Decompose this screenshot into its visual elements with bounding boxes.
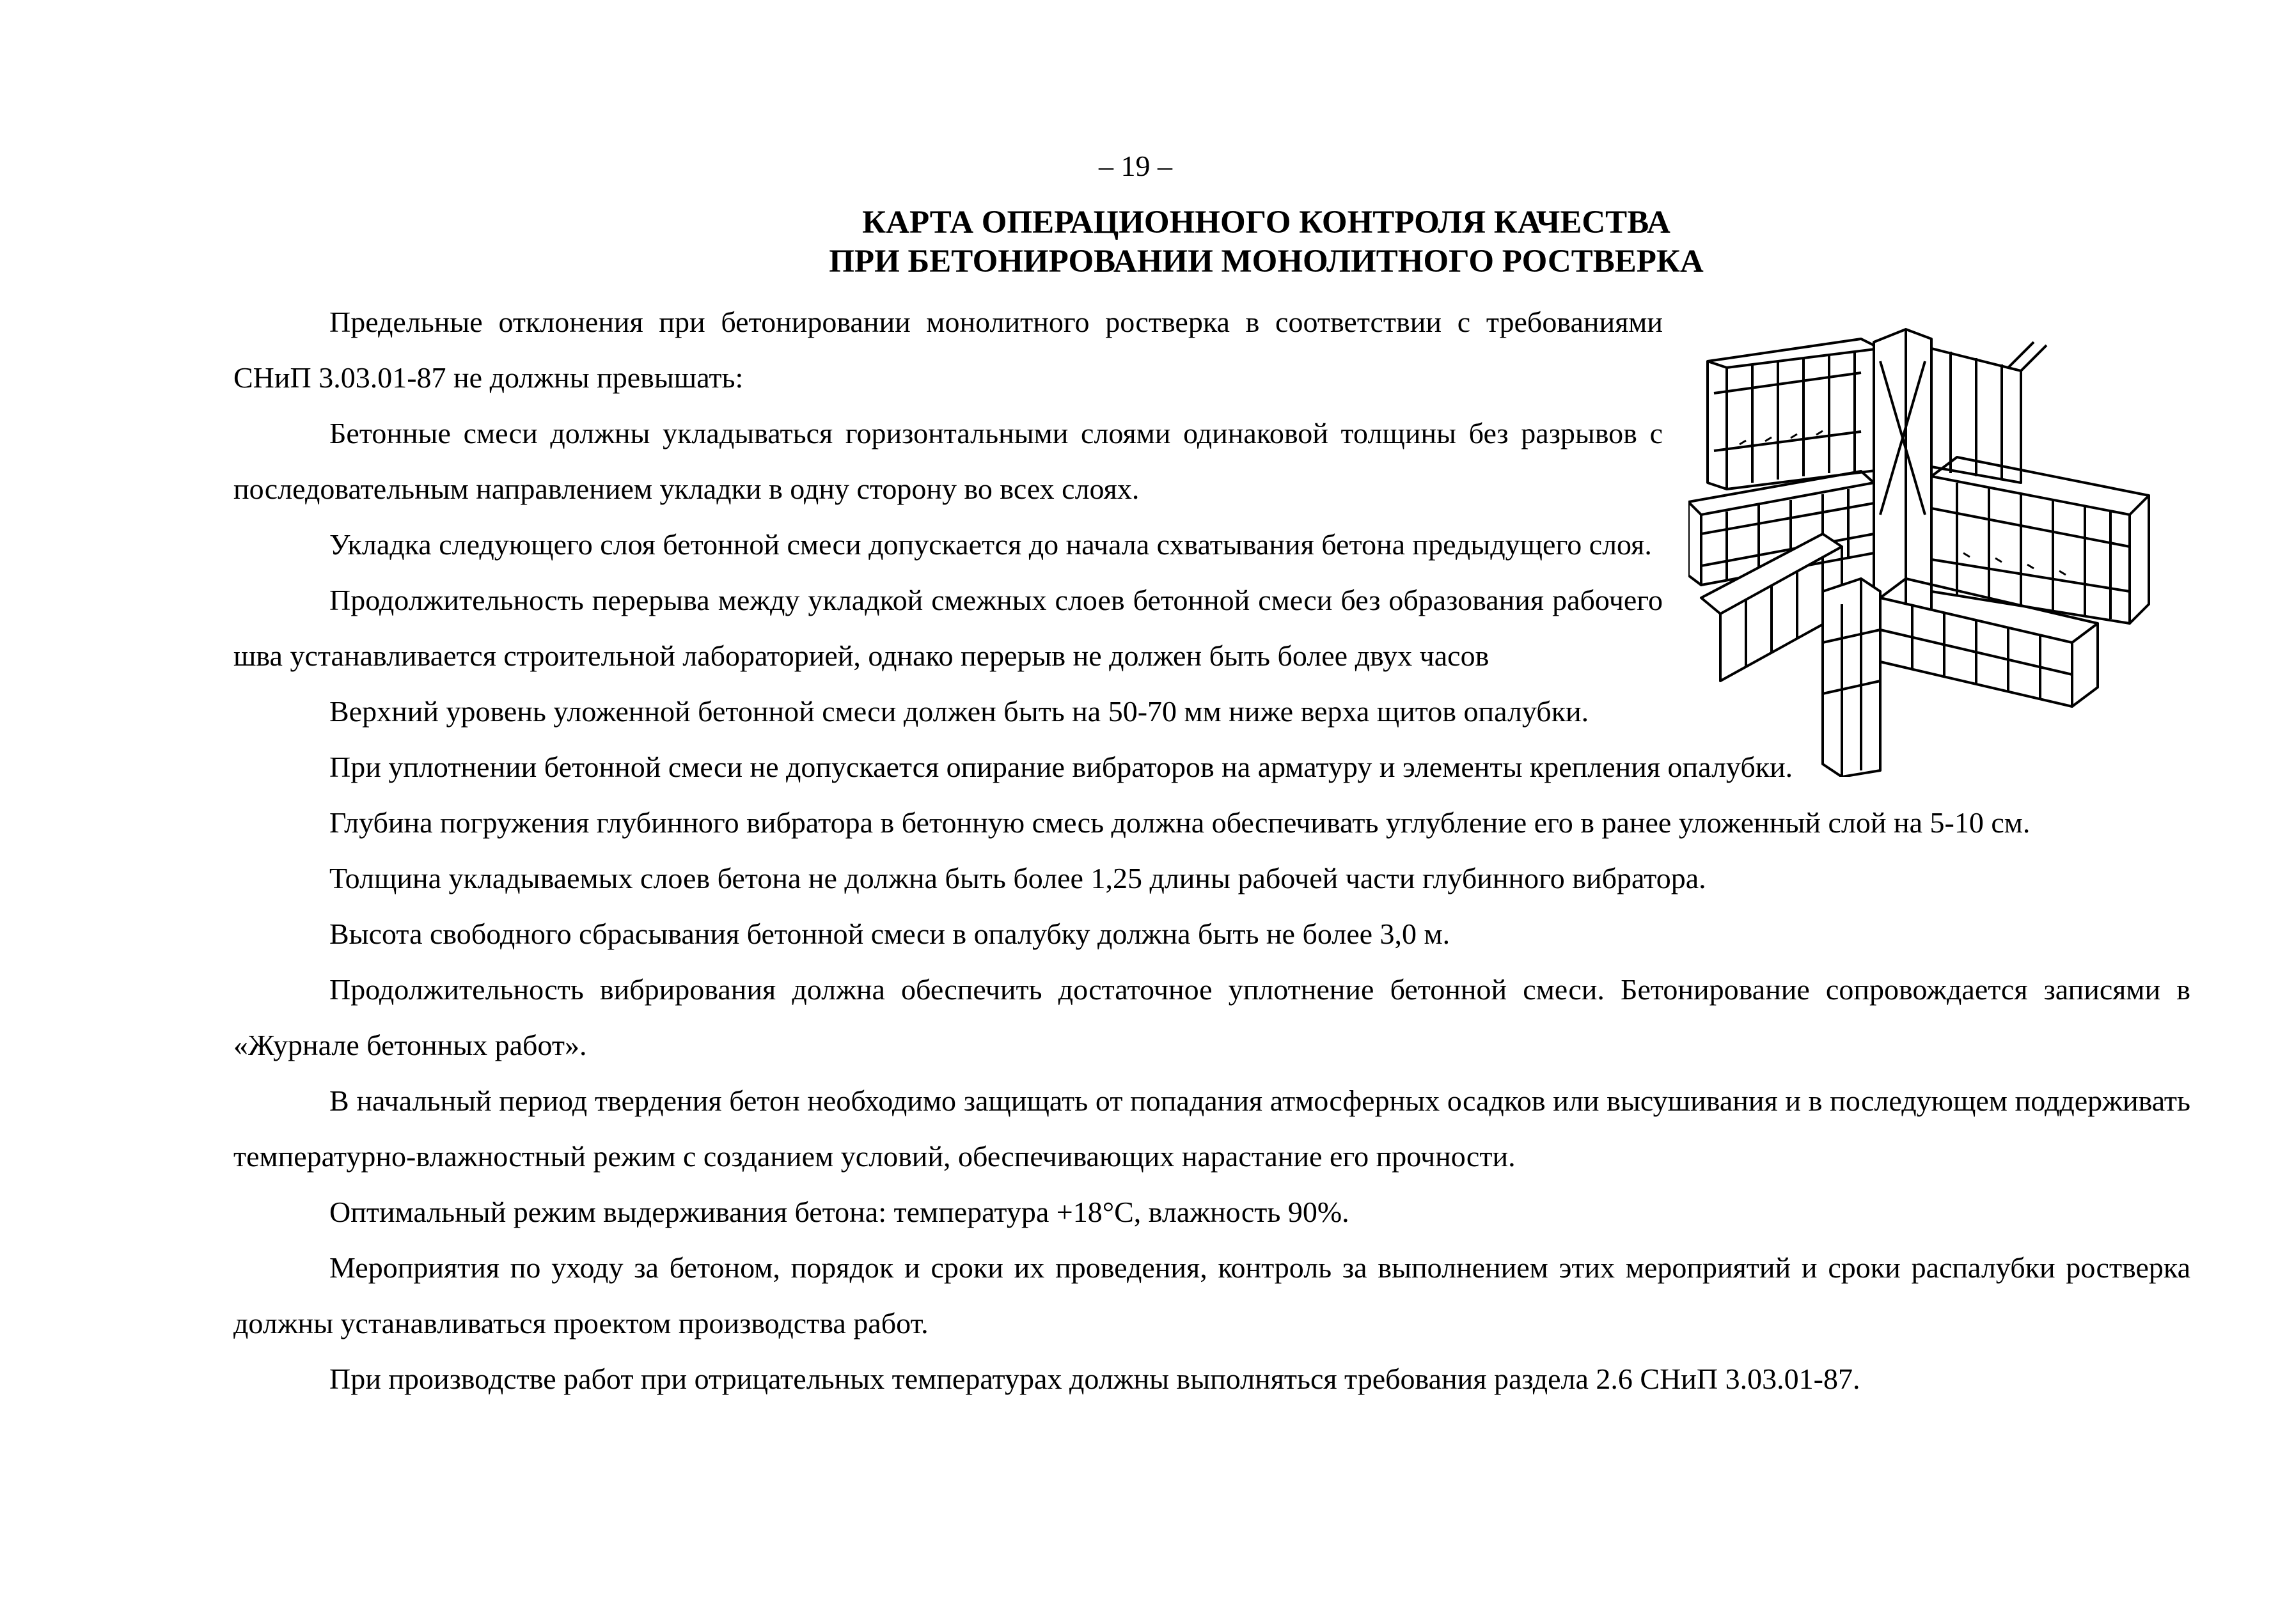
paragraph-14: При производстве работ при отрицательных температурах должны выполняться требования раздела 2.6 СНиП 3.03.01-87. [329, 1362, 1860, 1395]
paragraph-11: В начальный период твердения бетон необходимо защищать от попадания атмосферных осадков или высушивания и в последующем поддерживать температурно-влажностный режим с созданием условий, обеспечивающих нарастание его прочности. [233, 1084, 2190, 1173]
page-title [729, 203, 1803, 281]
paragraph-12: Оптимальный режим выдерживания бетона: температура +18°С, влажность 90%. [329, 1196, 1349, 1228]
paragraph-7: Глубина погружения глубинного вибратора в бетонную смесь должна обеспечивать углубление его в ранее уложенный слой на 5-10 см. [329, 806, 2031, 839]
title-line-1: КАРТА ОПЕРАЦИОННОГО КОНТРОЛЯ КАЧЕСТВА [862, 205, 1670, 240]
paragraph-13: Мероприятия по уходу за бетоном, порядок и сроки их проведения, контроль за выполнением этих мероприятий и сроки распалубки ростверка должны устанавливаться проектом производства работ. [233, 1251, 2190, 1339]
paragraph-9: Высота свободного сбрасывания бетонной смеси в опалубку должна быть не более 3,0 м. [329, 917, 1450, 950]
page-number: – 19 – [1099, 150, 1172, 182]
paragraph-6: При уплотнении бетонной смеси не допускается опирание вибраторов на арматуру и элементы крепления опалубки. [329, 751, 1793, 783]
paragraph-8: Толщина укладываемых слоев бетона не должна быть более 1,25 длины рабочей части глубинного вибратора. [329, 862, 1706, 894]
paragraph-5: Верхний уровень уложенной бетонной смеси должен быть на 50-70 мм ниже верха щитов опалубки. [329, 695, 1589, 728]
paragraph-2: Бетонные смеси должны укладываться горизонтальными слоями одинаковой толщины без разрывов с последовательным направлением укладки в одну сторону во всех слоях. [233, 417, 1663, 505]
body-text [233, 294, 2190, 1407]
paragraph-10: Продолжительность вибрирования должна обеспечить достаточное уплотнение бетонной смеси. Бетонирование сопровождается записями в «Журнале бетонных работ». [233, 973, 2190, 1061]
title-line-2: ПРИ БЕТОНИРОВАНИИ МОНОЛИТНОГО РОСТВЕРКА [829, 244, 1704, 279]
paragraph-4: Продолжительность перерыва между укладкой смежных слоев бетонной смеси без образования рабочего шва устанавливается строительной лабораторией, однако перерыв не должен быть более двух часов [233, 584, 1663, 672]
paragraph-1: Предельные отклонения при бетонировании монолитного ростверка в соответствии с требованиями СНиП 3.03.01-87 не должны превышать: [233, 306, 1663, 394]
paragraph-3: Укладка следующего слоя бетонной смеси допускается до начала схватывания бетона предыдущего слоя. [329, 528, 1652, 561]
